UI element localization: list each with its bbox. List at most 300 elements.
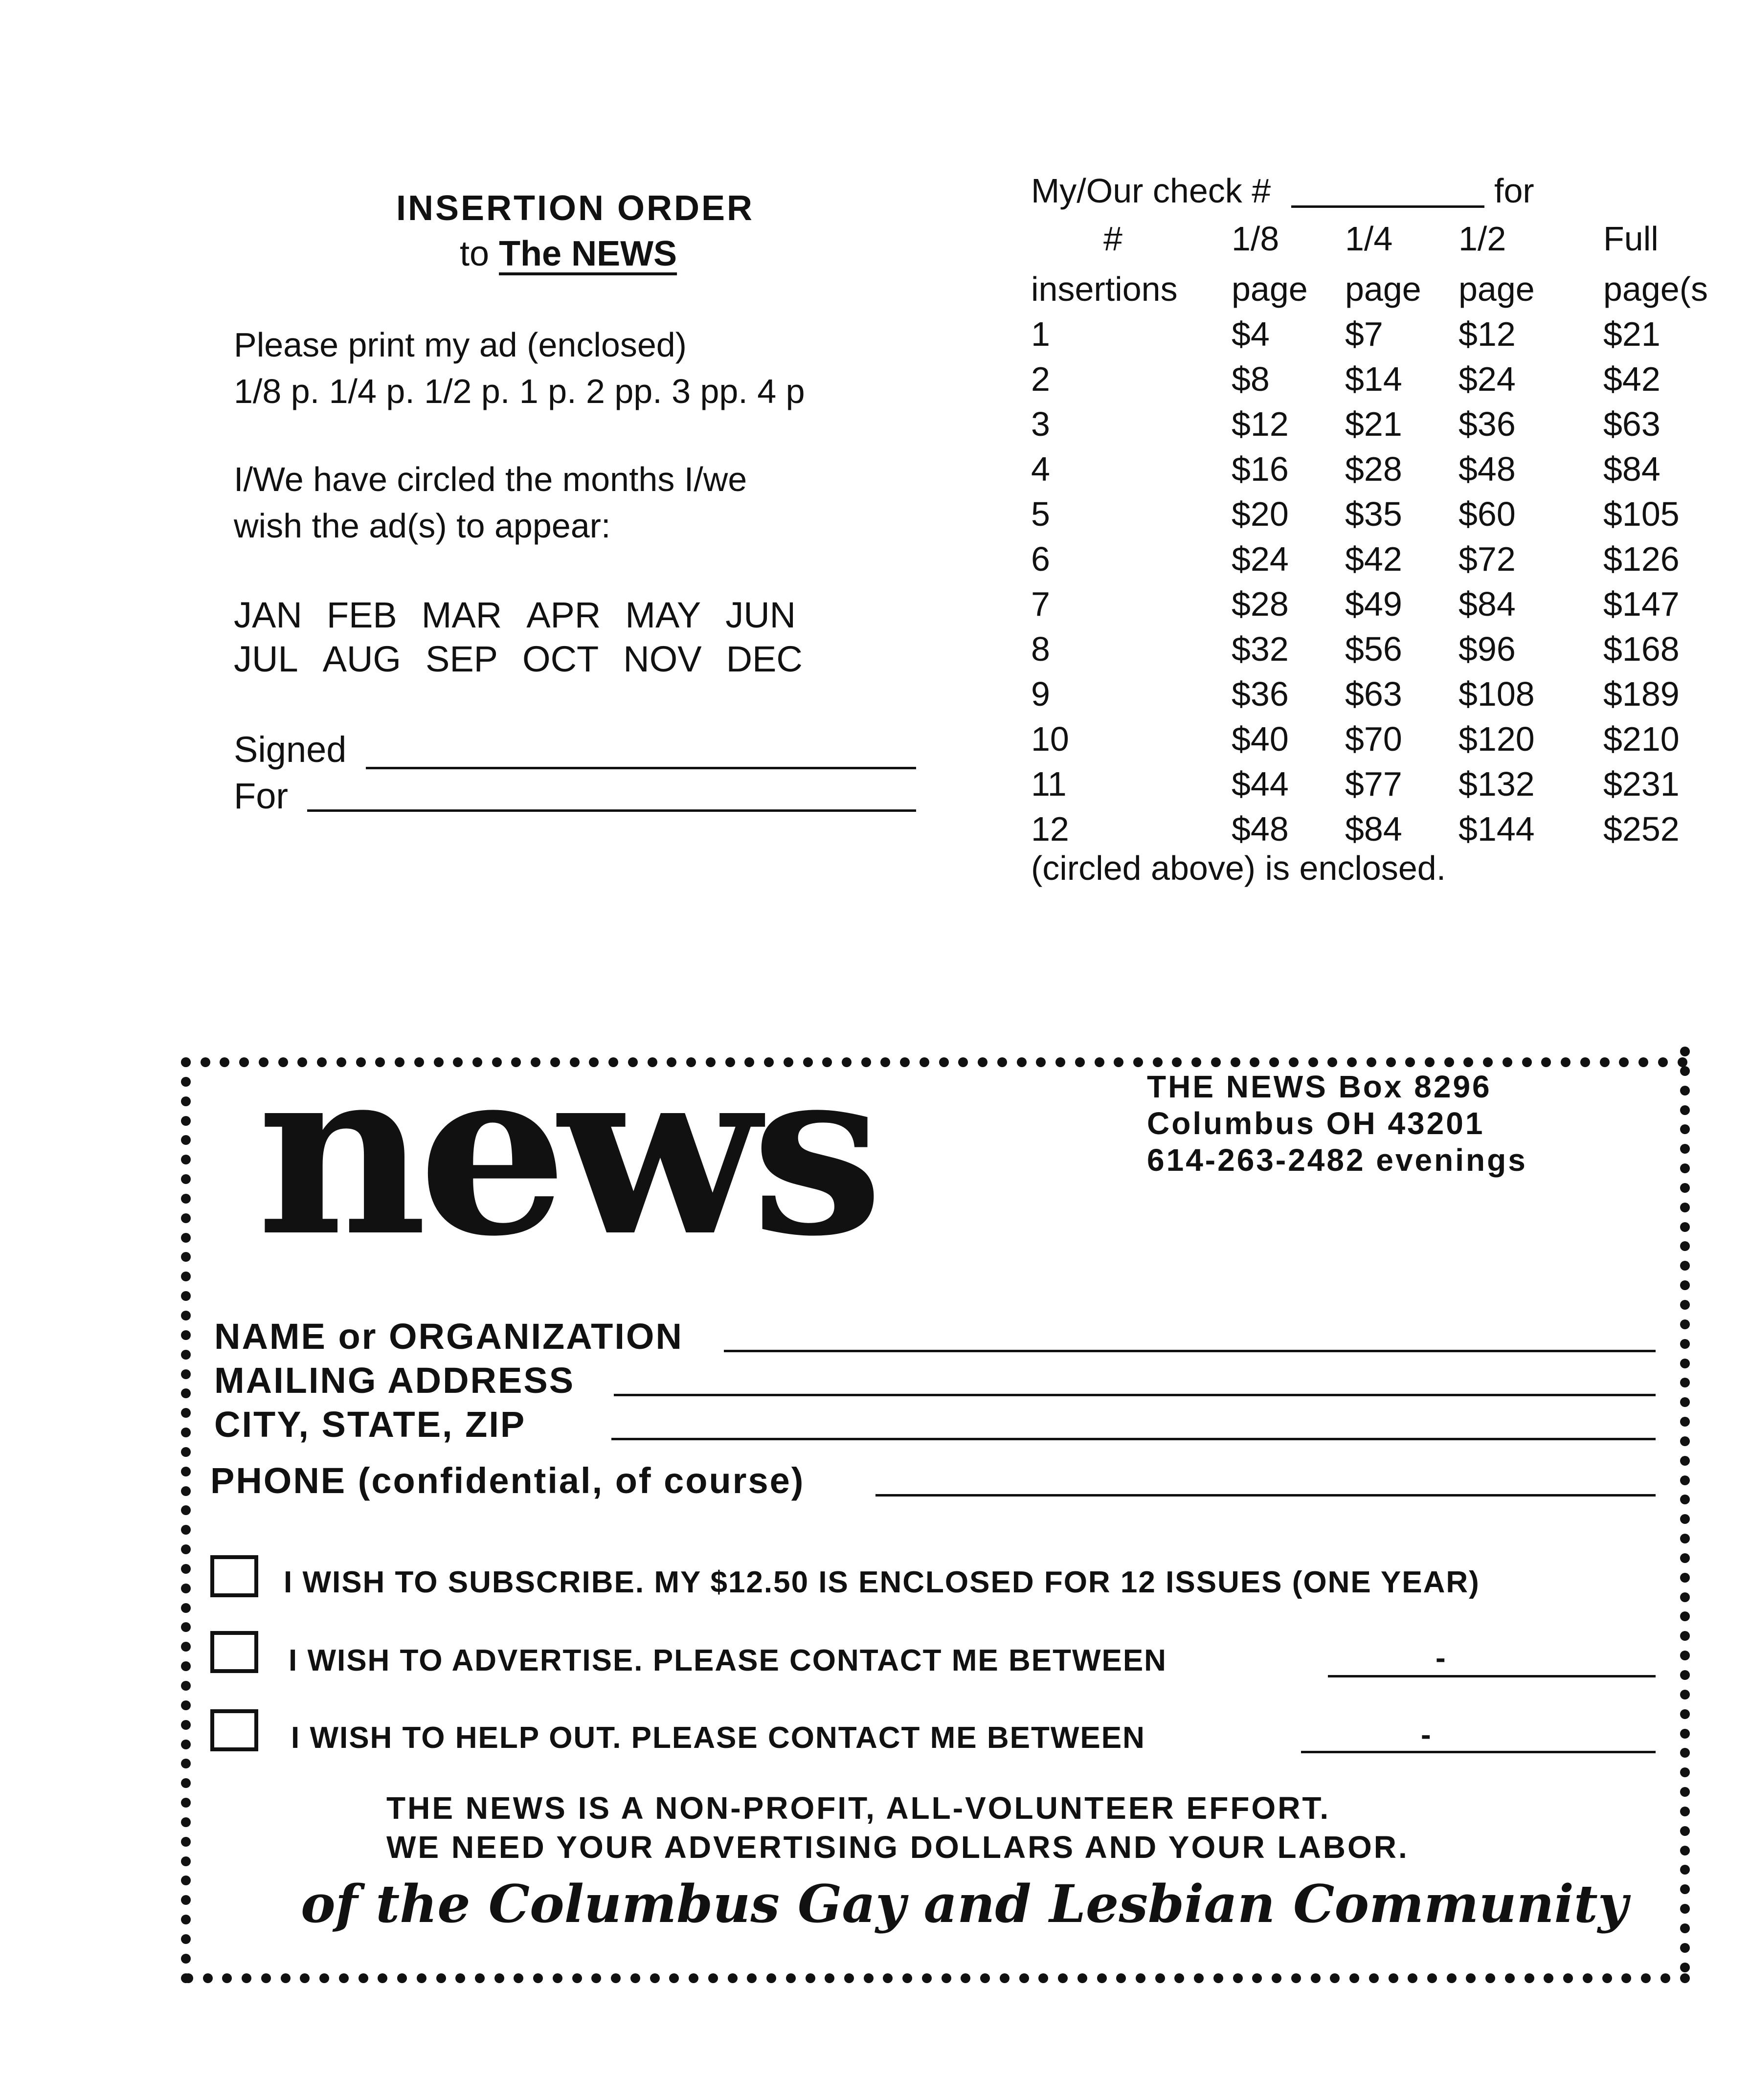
months-instruction-line1: I/We have circled the months I/we (234, 460, 747, 498)
header-cell: page(s (1603, 270, 1708, 308)
border-dot (1213, 1973, 1223, 1983)
advertise-time-field[interactable] (1328, 1675, 1656, 1677)
border-dot (630, 1973, 640, 1983)
help-checkbox[interactable] (210, 1709, 258, 1751)
border-dot (1289, 1057, 1299, 1067)
border-dot (181, 1057, 191, 1067)
rate-row[interactable] (1031, 357, 1730, 402)
rate-cell[interactable]: $42 (1345, 540, 1402, 578)
phone-field[interactable] (875, 1494, 1656, 1497)
month-option[interactable]: JUL (234, 639, 298, 679)
border-dot (1095, 1057, 1104, 1067)
month-option[interactable]: JUN (725, 595, 796, 635)
rate-cell: 4 (1031, 450, 1050, 488)
rate-cell[interactable]: $72 (1458, 540, 1516, 578)
rate-cell[interactable]: $147 (1603, 585, 1680, 623)
border-dot (883, 1973, 893, 1983)
rate-cell[interactable]: $126 (1603, 540, 1680, 578)
border-dot (1660, 1973, 1670, 1983)
notice-line-1: THE NEWS IS A NON-PROFIT, ALL-VOLUNTEER EFFORT. (386, 1790, 1331, 1826)
rate-cell[interactable]: $36 (1458, 405, 1516, 443)
help-time-separator: - (1421, 1718, 1432, 1752)
rate-row[interactable] (1031, 312, 1730, 357)
border-dot (181, 1622, 191, 1632)
border-dot (1291, 1973, 1301, 1983)
border-dot (1680, 1495, 1690, 1504)
rate-cell[interactable]: $16 (1232, 450, 1289, 488)
border-dot (1425, 1057, 1435, 1067)
phone-label: PHONE (confidential, of course) (210, 1460, 805, 1501)
border-dot (1447, 1973, 1457, 1983)
border-dot (844, 1973, 854, 1983)
border-dot (220, 1057, 229, 1067)
border-dot (1680, 1397, 1690, 1407)
contact-line-3: 614-263-2482 evenings (1147, 1142, 1527, 1178)
border-dot (747, 1973, 757, 1983)
rate-cell: 5 (1031, 495, 1050, 533)
rate-cell[interactable]: $144 (1458, 810, 1535, 848)
border-dot (319, 1973, 329, 1983)
border-dot (1619, 1057, 1629, 1067)
rate-row[interactable] (1031, 716, 1730, 761)
border-dot (181, 1155, 191, 1164)
rate-cell[interactable]: $56 (1345, 630, 1402, 668)
rate-cell: 3 (1031, 405, 1050, 443)
rate-row[interactable] (1031, 536, 1730, 581)
border-dot (1680, 1514, 1690, 1524)
rate-cell[interactable]: $231 (1603, 765, 1680, 803)
border-dot (1680, 1534, 1690, 1543)
rate-cell[interactable]: $132 (1458, 765, 1535, 803)
rate-cell[interactable]: $7 (1345, 315, 1383, 353)
border-dot (1641, 1973, 1651, 1983)
border-dot (572, 1973, 582, 1983)
rate-cell[interactable]: $12 (1232, 405, 1289, 443)
border-dot (1680, 1203, 1690, 1212)
border-dot (1211, 1057, 1221, 1067)
rate-cell[interactable]: $77 (1345, 765, 1402, 803)
border-dot (1563, 1973, 1573, 1983)
border-dot (1680, 1884, 1690, 1894)
border-dot (181, 1837, 191, 1847)
border-dot (1680, 1417, 1690, 1427)
border-dot (1583, 1973, 1593, 1983)
border-dot (1680, 1826, 1690, 1836)
border-dot (1680, 1300, 1690, 1310)
border-dot (1191, 1057, 1201, 1067)
border-dot (181, 1681, 191, 1691)
border-dot (997, 1057, 1007, 1067)
border-dot (922, 1973, 932, 1983)
border-dot (1541, 1057, 1551, 1067)
rate-cell[interactable]: $42 (1603, 360, 1660, 398)
city-state-zip-field[interactable] (611, 1438, 1656, 1440)
header-cell: page (1458, 270, 1535, 308)
rate-cell[interactable]: $4 (1232, 315, 1270, 353)
border-dot (181, 1584, 191, 1593)
border-dot (1680, 1047, 1690, 1056)
notice-line-2: WE NEED YOUR ADVERTISING DOLLARS AND YOUR LABOR. (386, 1830, 1409, 1865)
border-dot (1194, 1973, 1204, 1983)
border-dot (1272, 1973, 1281, 1983)
rate-cell[interactable]: $60 (1458, 495, 1516, 533)
signed-line[interactable] (366, 767, 916, 769)
check-enclosed-note: (circled above) is enclosed. (1031, 849, 1446, 887)
rate-row[interactable] (1031, 626, 1730, 671)
border-dot (1680, 1690, 1690, 1699)
border-dot (1680, 1359, 1690, 1368)
rate-cell: 12 (1031, 810, 1069, 848)
border-dot (1680, 1183, 1690, 1193)
border-dot (1019, 1973, 1029, 1983)
border-dot (1444, 1057, 1454, 1067)
border-dot (939, 1057, 949, 1067)
border-dot (181, 1759, 191, 1768)
border-dot (1077, 1973, 1087, 1983)
subscribe-checkbox[interactable] (210, 1555, 258, 1597)
border-dot (181, 1817, 191, 1827)
header-cell: page (1232, 270, 1308, 308)
border-dot (1252, 1973, 1262, 1983)
rate-cell[interactable]: $84 (1603, 450, 1660, 488)
month-option[interactable]: AUG (322, 639, 401, 679)
border-dot (1680, 1807, 1690, 1816)
border-dot (1680, 1261, 1690, 1271)
rate-cell[interactable]: $210 (1603, 720, 1680, 758)
border-dot (1680, 1105, 1690, 1115)
border-dot (1114, 1057, 1123, 1067)
border-dot (181, 1778, 191, 1788)
border-dot (181, 1700, 191, 1710)
header-cell: insertions (1031, 270, 1178, 308)
rate-cell[interactable]: $49 (1345, 585, 1402, 623)
check-number-blank[interactable] (1291, 205, 1484, 208)
border-dot (1463, 1057, 1473, 1067)
border-dot (181, 1525, 191, 1535)
border-dot (961, 1973, 970, 1983)
rate-cell[interactable]: $63 (1603, 405, 1660, 443)
border-dot (1427, 1973, 1437, 1983)
border-dot (1174, 1973, 1184, 1983)
border-dot (181, 1934, 191, 1944)
to-prefix: to (460, 234, 499, 273)
border-dot (1250, 1057, 1259, 1067)
border-dot (181, 1447, 191, 1457)
advertise-checkbox[interactable] (210, 1631, 258, 1673)
month-option[interactable]: MAR (421, 595, 502, 635)
border-dot (300, 1973, 310, 1983)
border-dot (1408, 1973, 1417, 1983)
dotted-border-bottom (183, 1973, 1690, 1983)
rate-cell[interactable]: $20 (1232, 495, 1289, 533)
border-dot (201, 1057, 210, 1067)
month-option[interactable]: NOV (623, 639, 702, 679)
months-row-1 (234, 594, 820, 636)
insertion-order-title: INSERTION ORDER (396, 189, 755, 228)
border-dot (1349, 1973, 1359, 1983)
rate-cell[interactable]: $105 (1603, 495, 1680, 533)
month-option[interactable]: MAY (625, 595, 701, 635)
header-cell: page (1345, 270, 1421, 308)
border-dot (181, 1505, 191, 1515)
border-dot (1038, 1973, 1048, 1983)
border-dot (1036, 1057, 1046, 1067)
border-dot (455, 1973, 465, 1983)
border-dot (1658, 1057, 1668, 1067)
month-option[interactable]: SEP (425, 639, 498, 679)
border-dot (958, 1057, 968, 1067)
border-dot (181, 1272, 191, 1281)
border-dot (181, 1233, 191, 1243)
border-dot (980, 1973, 990, 1983)
border-dot (181, 1330, 191, 1340)
name-label: NAME or ORGANIZATION (214, 1316, 683, 1357)
border-dot (181, 1077, 191, 1087)
border-dot (1680, 1436, 1690, 1446)
border-dot (339, 1973, 349, 1983)
border-dot (181, 1486, 191, 1496)
rate-row[interactable] (1031, 761, 1730, 806)
border-dot (181, 1661, 191, 1671)
rate-cell[interactable]: $44 (1232, 765, 1289, 803)
border-dot (689, 1973, 698, 1983)
rate-row[interactable] (1031, 402, 1730, 447)
rate-cell[interactable]: $14 (1345, 360, 1402, 398)
rate-row[interactable] (1031, 491, 1730, 536)
border-dot (1136, 1973, 1145, 1983)
month-option[interactable]: APR (526, 595, 601, 635)
rate-cell[interactable]: $36 (1232, 675, 1289, 713)
border-dot (786, 1973, 796, 1983)
rate-cell: 9 (1031, 675, 1050, 713)
border-dot (1389, 1973, 1398, 1983)
contact-line-1: THE NEWS Box 8296 (1147, 1069, 1492, 1104)
border-dot (806, 1973, 815, 1983)
border-dot (1680, 1943, 1690, 1953)
help-time-field[interactable] (1301, 1751, 1656, 1753)
rate-cell: 11 (1031, 765, 1067, 803)
border-dot (181, 1798, 191, 1808)
check-suffix: for (1494, 172, 1534, 210)
border-dot (1680, 1241, 1690, 1251)
address-field[interactable] (614, 1394, 1656, 1396)
border-dot (1638, 1057, 1648, 1067)
rate-cell[interactable]: $252 (1603, 810, 1680, 848)
border-dot (1172, 1057, 1182, 1067)
dotted-border-right (1680, 1047, 1690, 1972)
rate-cell[interactable]: $24 (1458, 360, 1516, 398)
border-dot (181, 1915, 191, 1924)
rate-header-row (1031, 267, 1730, 312)
border-dot (1308, 1057, 1318, 1067)
border-dot (1386, 1057, 1396, 1067)
border-dot (436, 1973, 446, 1983)
month-option[interactable]: OCT (522, 639, 599, 679)
border-dot (1133, 1057, 1143, 1067)
rate-row[interactable] (1031, 447, 1730, 491)
border-dot (181, 1856, 191, 1866)
border-dot (181, 1388, 191, 1398)
news-logo: news (257, 1017, 875, 1287)
border-dot (1544, 1973, 1553, 1983)
rate-cell[interactable]: $32 (1232, 630, 1289, 668)
border-dot (1017, 1057, 1027, 1067)
border-dot (397, 1973, 407, 1983)
subscribe-option-label: I WISH TO SUBSCRIBE. MY $12.50 IS ENCLOSED FOR 12 ISSUES (ONE YEAR) (284, 1565, 1480, 1599)
for-line[interactable] (307, 809, 916, 812)
border-dot (359, 1973, 368, 1983)
rate-cell[interactable]: $189 (1603, 675, 1680, 713)
border-dot (1600, 1057, 1610, 1067)
border-dot (1327, 1057, 1337, 1067)
border-dot (1680, 1066, 1690, 1076)
rate-cell[interactable]: $48 (1458, 450, 1516, 488)
border-dot (494, 1973, 504, 1983)
border-dot (1116, 1973, 1126, 1983)
rate-cell: 10 (1031, 720, 1069, 758)
border-dot (1680, 1339, 1690, 1349)
border-dot (181, 1954, 191, 1964)
border-dot (181, 1428, 191, 1437)
rate-cell[interactable]: $84 (1458, 585, 1516, 623)
border-dot (669, 1973, 679, 1983)
border-dot (1680, 1319, 1690, 1329)
border-dot (1680, 1670, 1690, 1680)
rate-cell[interactable]: $108 (1458, 675, 1535, 713)
ad-size-options[interactable]: 1/8 p. 1/4 p. 1/2 p. 1 p. 2 pp. 3 pp. 4 p (234, 372, 805, 410)
month-option[interactable]: JAN (234, 595, 302, 635)
border-dot (1231, 1057, 1240, 1067)
border-dot (1405, 1057, 1415, 1067)
rate-cell[interactable]: $84 (1345, 810, 1402, 848)
publication-name: The NEWS (499, 234, 677, 273)
border-dot (1466, 1973, 1476, 1983)
border-dot (239, 1057, 249, 1067)
rate-cell: 8 (1031, 630, 1050, 668)
border-dot (900, 1057, 910, 1067)
border-dot (728, 1973, 738, 1983)
border-dot (1680, 1475, 1690, 1485)
border-dot (1680, 1573, 1690, 1583)
border-dot (533, 1973, 543, 1983)
rate-row[interactable] (1031, 671, 1730, 716)
rate-cell[interactable]: $63 (1345, 675, 1402, 713)
border-dot (766, 1973, 776, 1983)
community-tagline: of the Columbus Gay and Lesbian Community (301, 1873, 1628, 1934)
rate-cell[interactable]: $48 (1232, 810, 1289, 848)
rate-row[interactable] (1031, 806, 1730, 851)
border-dot (902, 1973, 912, 1983)
border-dot (1483, 1057, 1493, 1067)
dotted-border-left (181, 1057, 191, 1983)
border-dot (181, 1895, 191, 1905)
border-dot (1680, 1846, 1690, 1855)
rate-cell[interactable]: $8 (1232, 360, 1270, 398)
border-dot (880, 1057, 890, 1067)
border-dot (1153, 1057, 1163, 1067)
border-dot (1680, 1973, 1690, 1983)
rate-cell[interactable]: $120 (1458, 720, 1535, 758)
border-dot (181, 1096, 191, 1106)
border-dot (1680, 1923, 1690, 1933)
rate-row[interactable] (1031, 581, 1730, 626)
rate-cell[interactable]: $21 (1603, 315, 1660, 353)
border-dot (1055, 1057, 1065, 1067)
rate-cell[interactable]: $70 (1345, 720, 1402, 758)
rate-cell[interactable]: $12 (1458, 315, 1516, 353)
border-dot (1522, 1057, 1532, 1067)
rate-cell: 1 (1031, 315, 1050, 353)
border-dot (1680, 1729, 1690, 1739)
border-dot (417, 1973, 426, 1983)
rate-header-half: 1/2 (1458, 220, 1506, 258)
border-dot (1621, 1973, 1631, 1983)
contact-line-2: Columbus OH 43201 (1147, 1106, 1485, 1141)
border-dot (1680, 1086, 1690, 1095)
border-dot (281, 1973, 291, 1983)
rate-cell[interactable]: $40 (1232, 720, 1289, 758)
border-dot (181, 1467, 191, 1476)
border-dot (181, 1603, 191, 1613)
border-dot (1680, 1456, 1690, 1466)
rate-cell[interactable]: $35 (1345, 495, 1402, 533)
border-dot (1680, 1124, 1690, 1134)
border-dot (1680, 1222, 1690, 1232)
rate-cell: 7 (1031, 585, 1050, 623)
border-dot (1525, 1973, 1534, 1983)
border-dot (181, 1740, 191, 1749)
border-dot (1680, 1963, 1690, 1972)
border-dot (181, 1544, 191, 1554)
border-dot (1311, 1973, 1321, 1983)
border-dot (1680, 1631, 1690, 1641)
rate-cell[interactable]: $168 (1603, 630, 1680, 668)
rate-header-quarter: 1/4 (1345, 220, 1393, 258)
border-dot (181, 1174, 191, 1184)
border-dot (1503, 1057, 1512, 1067)
rate-cell[interactable]: $24 (1232, 540, 1289, 578)
border-dot (1680, 1904, 1690, 1914)
border-dot (1680, 1378, 1690, 1387)
rate-cell[interactable]: $96 (1458, 630, 1516, 668)
border-dot (825, 1973, 834, 1983)
rate-cell[interactable]: $28 (1345, 450, 1402, 488)
border-dot (181, 1408, 191, 1418)
rate-cell[interactable]: $21 (1345, 405, 1402, 443)
help-option-label: I WISH TO HELP OUT. PLEASE CONTACT ME BETWEEN (291, 1721, 1145, 1755)
border-dot (1058, 1973, 1068, 1983)
border-dot (1680, 1709, 1690, 1719)
border-dot (1680, 1163, 1690, 1173)
address-label: MAILING ADDRESS (214, 1360, 575, 1401)
rate-cell: 2 (1031, 360, 1050, 398)
border-dot (181, 1642, 191, 1652)
name-field[interactable] (724, 1350, 1656, 1352)
border-dot (181, 1194, 191, 1204)
border-dot (261, 1973, 271, 1983)
month-option[interactable]: DEC (726, 639, 803, 679)
border-dot (1485, 1973, 1495, 1983)
month-option[interactable]: FEB (326, 595, 397, 635)
border-dot (1680, 1280, 1690, 1290)
border-dot (942, 1973, 951, 1983)
border-dot (1680, 1748, 1690, 1758)
border-dot (181, 1135, 191, 1145)
rate-cell[interactable]: $28 (1232, 585, 1289, 623)
border-dot (1680, 1787, 1690, 1797)
rate-header-full: Full (1603, 220, 1659, 258)
border-dot (181, 1252, 191, 1262)
